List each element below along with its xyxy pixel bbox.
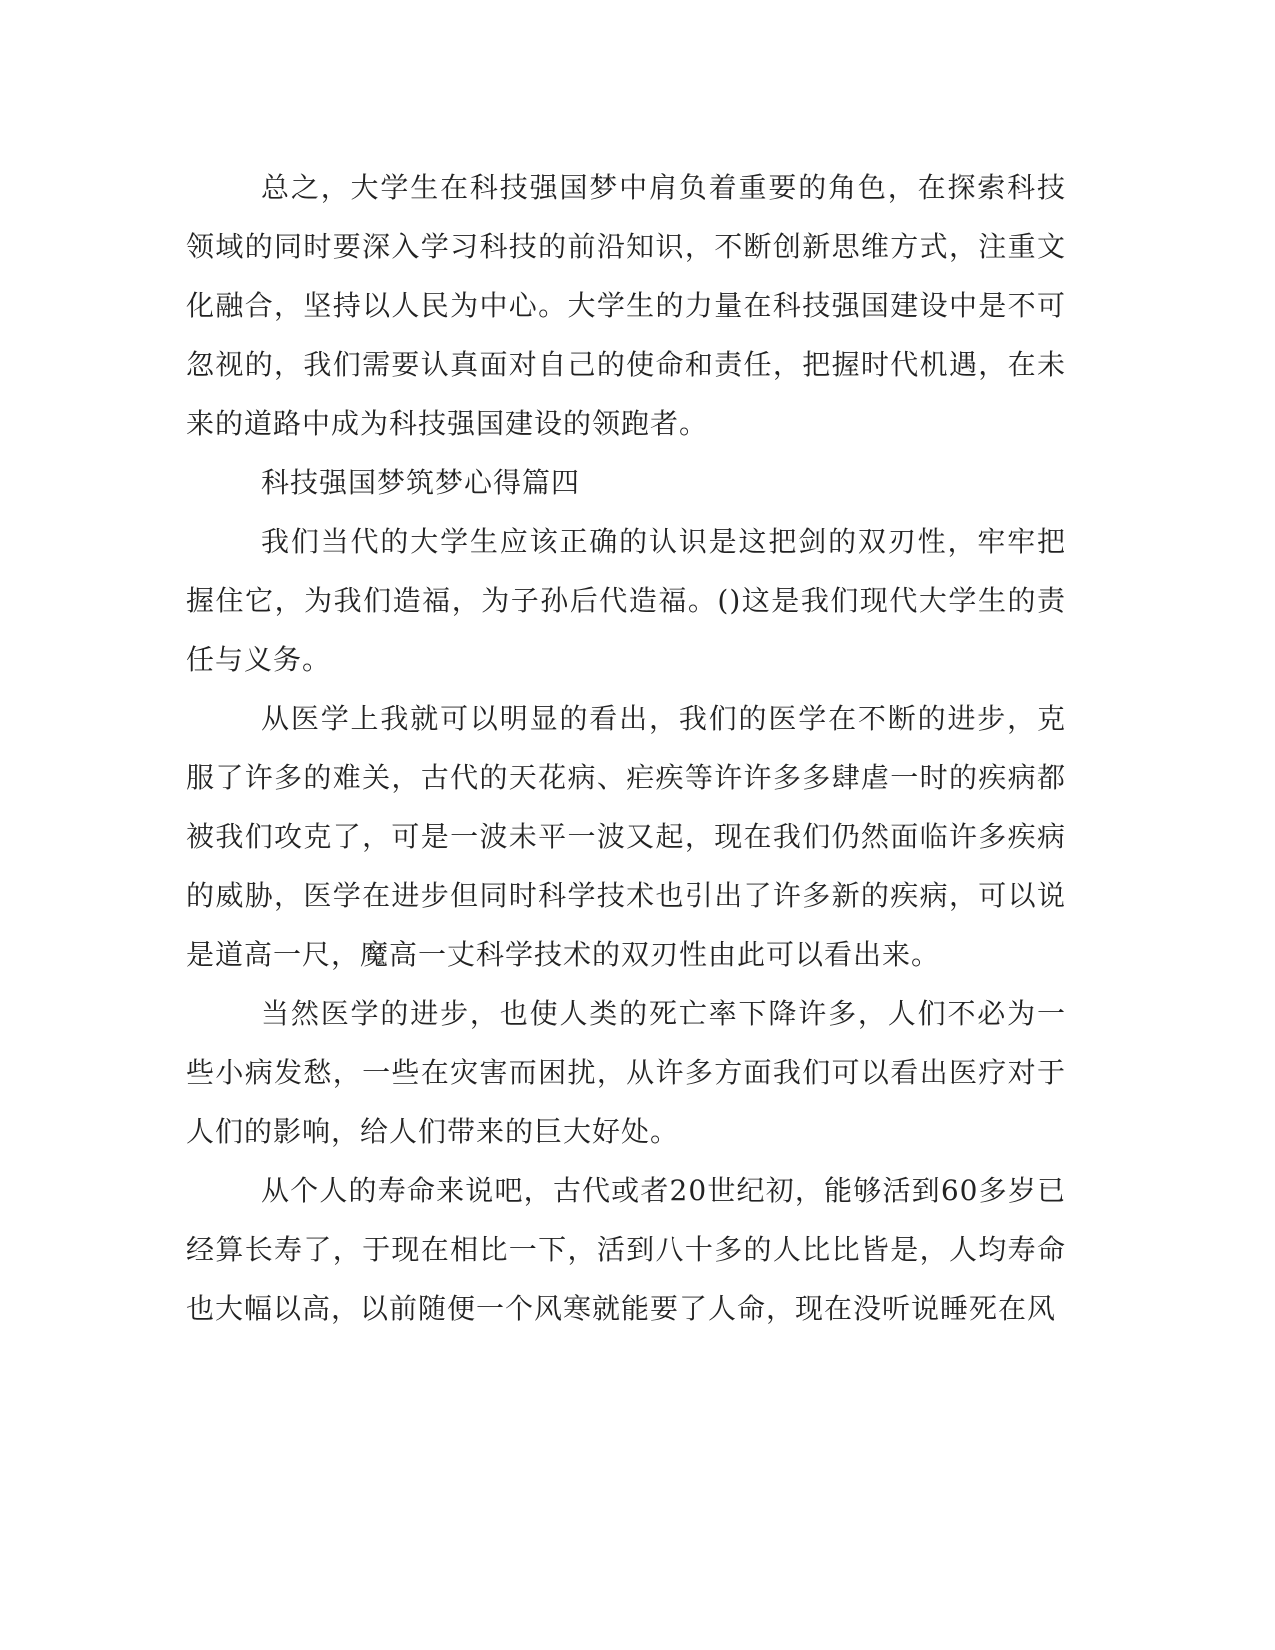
paragraph-conclusion: 总之，大学生在科技强国梦中肩负着重要的角色，在探索科技领域的同时要深入学习科技的前沿知识，不断创新思维方式，注重文化融合，坚持以人民为中心。大学生的力量在科技强国建设中是不可忽视的，我们需要认真面对自己的使命和责任，把握时代机遇，在未来的道路中成为科技强国建设的领跑者。 bbox=[186, 171, 1066, 440]
document-body bbox=[186, 158, 1066, 1338]
paragraph-lifespan: 从个人的寿命来说吧，古代或者20世纪初，能够活到60多岁已经算长寿了，于现在相比一下，活到八十多的人比比皆是，人均寿命也大幅以高，以前随便一个风寒就能要了人命，现在没听说睡死在风 bbox=[186, 1174, 1066, 1325]
paragraph-mortality: 当然医学的进步，也使人类的死亡率下降许多，人们不必为一些小病发愁，一些在灾害而困扰，从许多方面我们可以看出医疗对于人们的影响，给人们带来的巨大好处。 bbox=[186, 997, 1066, 1148]
paragraph-medicine: 从医学上我就可以明显的看出，我们的医学在不断的进步，克服了许多的难关，古代的天花病、疟疾等许许多多肆虐一时的疾病都被我们攻克了，可是一波未平一波又起，现在我们仍然面临许多疾病的威胁，医学在进步但同时科学技术也引出了许多新的疾病，可以说是道高一尺，魔高一丈科学技术的双刃性由此可以看出来。 bbox=[186, 702, 1066, 971]
paragraph-double-edge: 我们当代的大学生应该正确的认识是这把剑的双刃性，牢牢把握住它，为我们造福，为子孙后代造福。()这是我们现代大学生的责任与义务。 bbox=[186, 525, 1066, 676]
section-heading: 科技强国梦筑梦心得篇四 bbox=[261, 466, 581, 499]
